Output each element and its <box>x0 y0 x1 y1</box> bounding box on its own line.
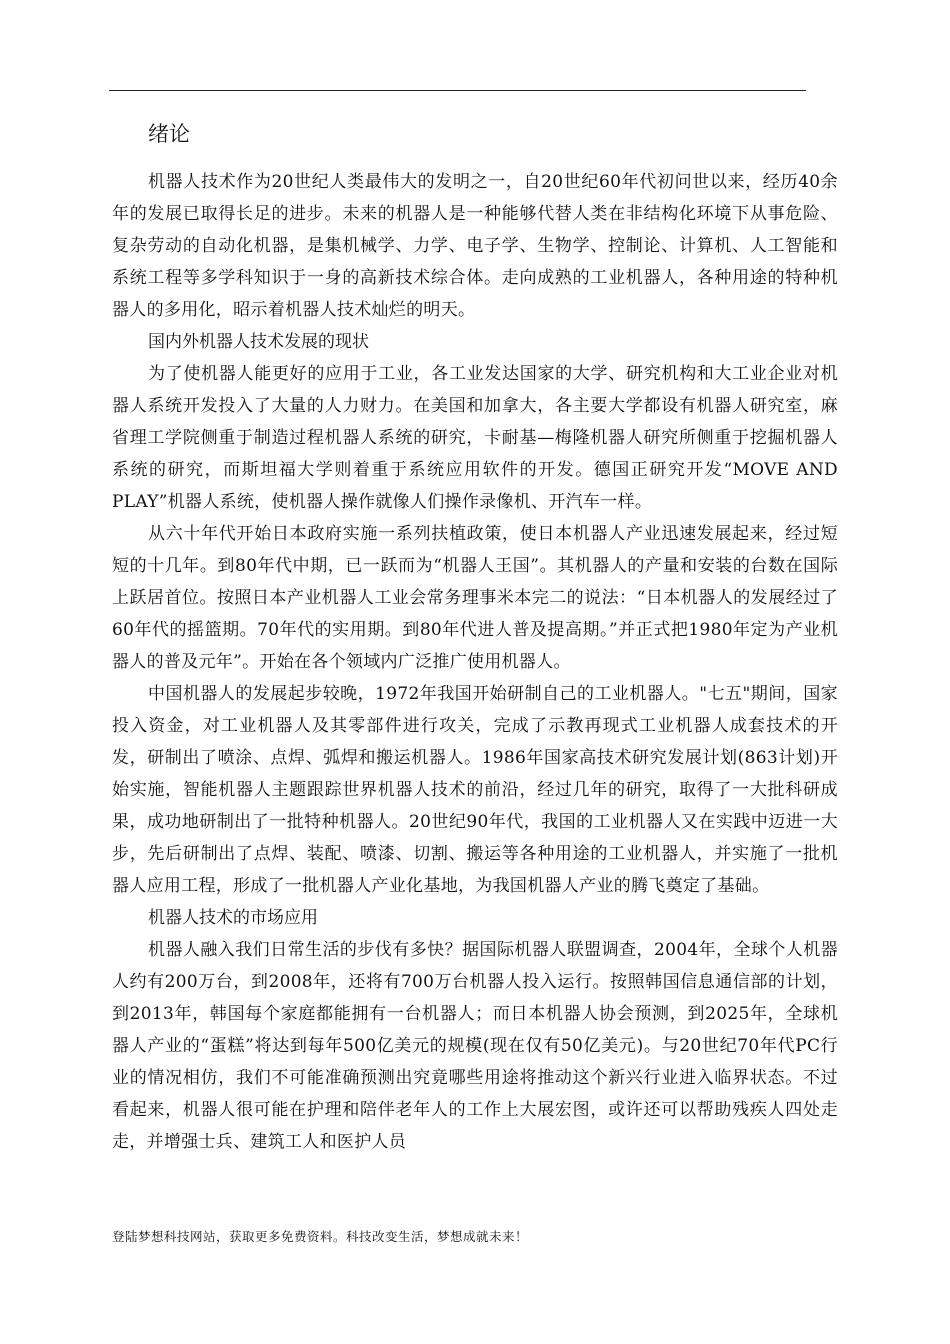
page-title: 绪论 <box>148 122 190 146</box>
page-footer: 登陆梦想科技网站，获取更多免费资料。科技改变生活，梦想成就未来！ <box>112 1229 529 1244</box>
market-paragraph-1: 机器人融入我们日常生活的步伐有多快？据国际机器人联盟调查，2004年，全球个人机器人约有200万台，到2008年，还将有700万台机器人投入运行。按照韩国信息通信部的计划，到2013年，韩国每个家庭都能拥有一台机器人；而日本机器人协会预测，到2025年，全球机器人产业的“蛋糕”将达到每年500亿美元的规模(现在仅有50亿美元)。与20世纪70年代PC行业的情况相仿，我们不可能准确预测出究竟哪些用途将推动这个新兴行业进入临界状态。不过看起来，机器人很可能在护理和陪伴老年人的工作上大展宏图，或许还可以帮助残疾人四处走走，并增强士兵、建筑工人和医护人员 <box>112 940 838 1152</box>
intro-paragraph: 机器人技术作为20世纪人类最伟大的发明之一，自20世纪60年代初问世以来，经历40余年的发展已取得长足的进步。未来的机器人是一种能够代替人类在非结构化环境下从事危险、复杂劳动的自动化机器，是集机械学、力学、电子学、生物学、控制论、计算机、人工智能和系统工程等多学科知识于一身的高新技术综合体。走向成熟的工业机器人，各种用途的特种机器人的多用化，昭示着机器人技术灿烂的明天。 <box>112 172 838 320</box>
status-paragraph-3: 中国机器人的发展起步较晚，1972年我国开始研制自己的工业机器人。"七五"期间，国家投入资金，对工业机器人及其零部件进行攻关，完成了示教再现式工业机器人成套技术的开发，研制出了喷涂、点焊、弧焊和搬运机器人。1986年国家高技术研究发展计划(863计划)开始实施，智能机器人主题跟踪世界机器人技术的前沿，经过几年的研究，取得了一大批科研成果，成功地研制出了一批特种机器人。20世纪90年代，我国的工业机器人又在实践中迈进一大步，先后研制出了点焊、装配、喷漆、切割、搬运等各种用途的工业机器人，并实施了一批机器人应用工程，形成了一批机器人产业化基地，为我国机器人产业的腾飞奠定了基础。 <box>112 684 838 896</box>
status-paragraph-1: 为了使机器人能更好的应用于工业，各工业发达国家的大学、研究机构和大工业企业对机器人系统开发投入了大量的人力财力。在美国和加拿大，各主要大学都设有机器人研究室，麻省理工学院侧重于制造过程机器人系统的研究，卡耐基—梅隆机器人研究所侧重于挖掘机器人系统的研究，而斯坦福大学则着重于系统应用软件的开发。德国正研究开发“MOVE AND PLAY”机器人系统，使机器人操作就像人们操作录像机、开汽车一样。 <box>112 364 838 512</box>
section-title-status: 国内外机器人技术发展的现状 <box>148 332 369 352</box>
status-paragraph-2: 从六十年代开始日本政府实施一系列扶植政策，使日本机器人产业迅速发展起来，经过短短的十几年。到80年代中期，已一跃而为“机器人王国”。其机器人的产量和安装的台数在国际上跃居首位。按照日本产业机器人工业会常务理事米本完二的说法：“日本机器人的发展经过了60年代的摇篮期。70年代的实用期。到80年代进人普及提高期。”并正式把1980年定为产业机器人的普及元年”。开始在各个领域内广泛推广使用机器人。 <box>112 524 838 672</box>
document-body <box>112 118 838 1158</box>
header-rule <box>109 90 806 91</box>
section-title-market: 机器人技术的市场应用 <box>148 908 318 928</box>
